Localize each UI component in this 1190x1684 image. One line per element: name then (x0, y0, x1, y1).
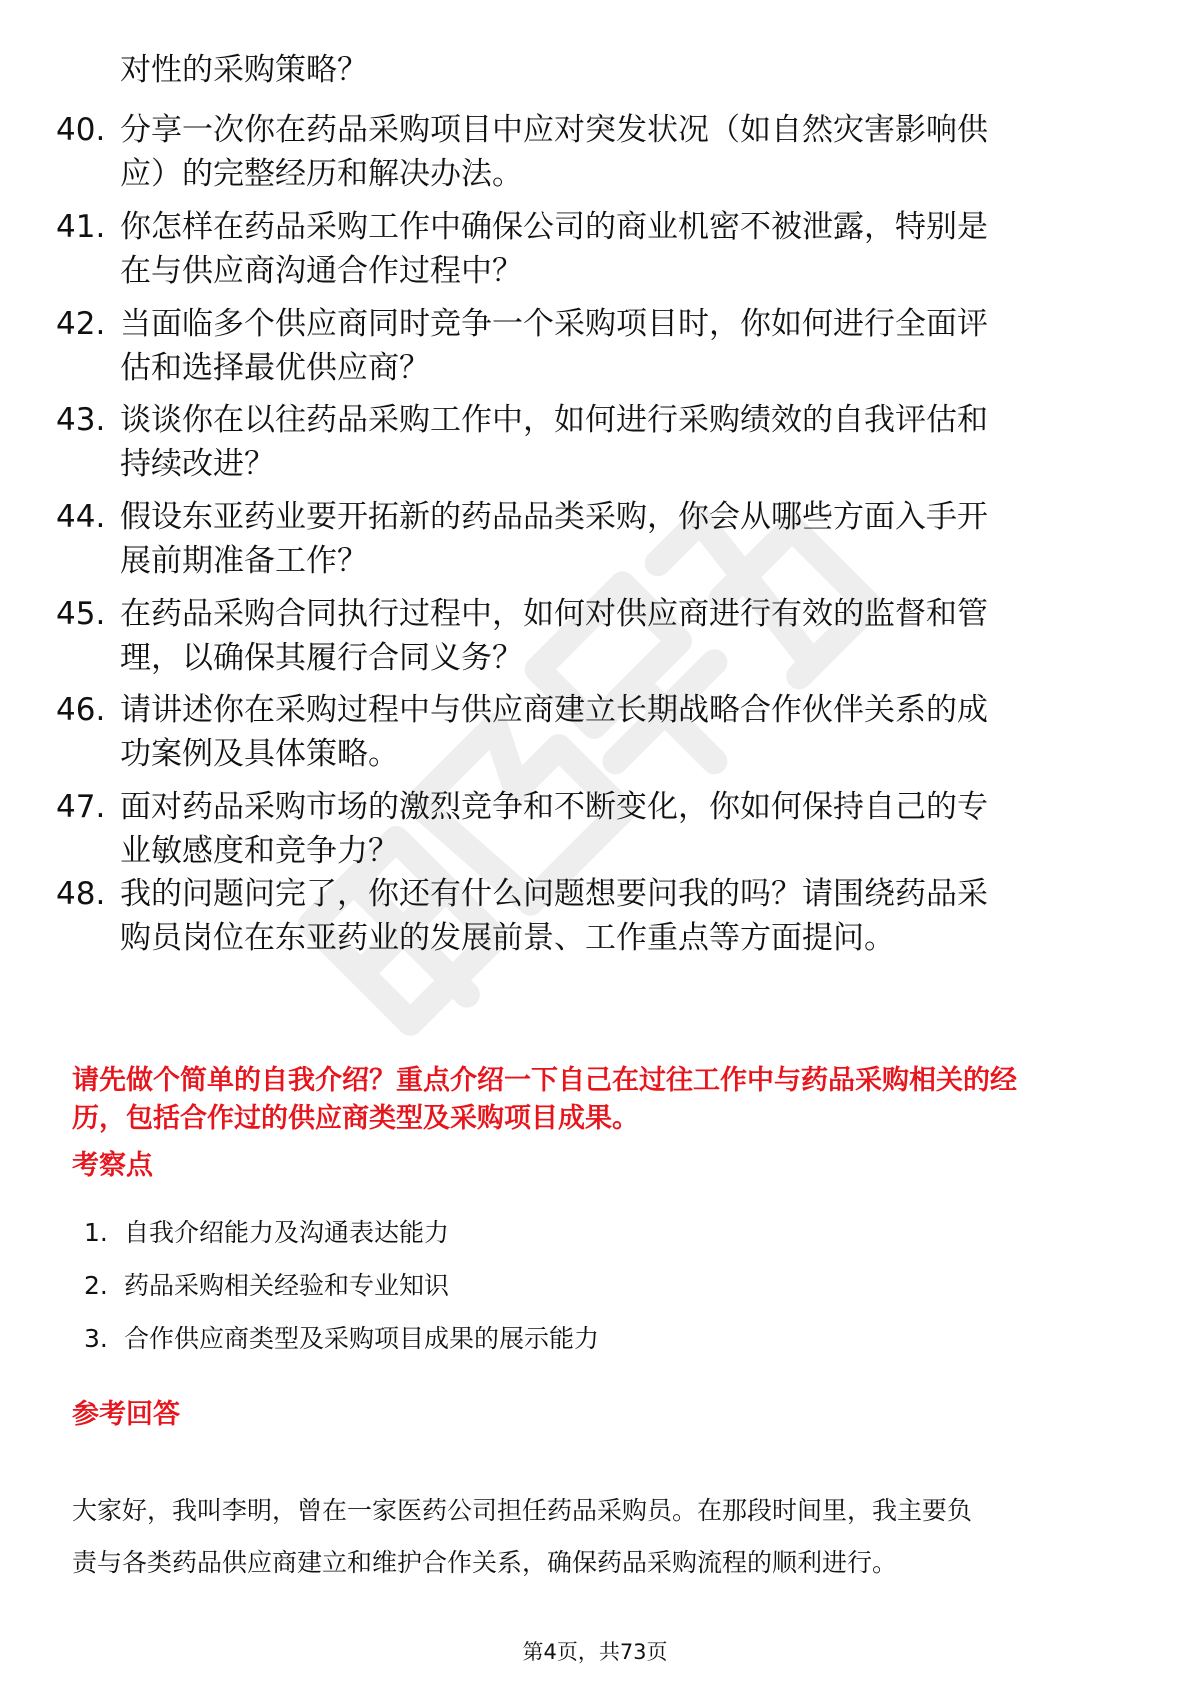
question-text-line2: 展前期准备工作？ (120, 543, 368, 579)
question-43 (56, 398, 1116, 486)
question-text-line1: 谈谈你在以往药品采购工作中，如何进行采购绩效的自我评估和 (120, 402, 988, 438)
evaluation-heading: 考察点 (72, 1150, 153, 1181)
point-text: 药品采购相关经验和专业知识 (124, 1271, 450, 1300)
highlight-question (72, 1062, 1122, 1138)
question-40 (56, 108, 1116, 196)
reference-answer (72, 1485, 1122, 1589)
question-number: 45. (56, 596, 106, 632)
highlight-question-line1: 请先做个简单的自我介绍？重点介绍一下自己在过往工作中与药品采购相关的经 (72, 1065, 1017, 1096)
question-text-line1: 我的问题问完了，你还有什么问题想要问我的吗？请围绕药品采 (120, 876, 988, 912)
question-number: 48. (56, 876, 106, 912)
question-42 (56, 302, 1116, 390)
reference-answer-line2: 责与各类药品供应商建立和维护合作关系，确保药品采购流程的顺利进行。 (72, 1548, 898, 1577)
question-text-line2: 在与供应商沟通合作过程中？ (120, 253, 523, 289)
reference-answer-line1: 大家好，我叫李明，曾在一家医药公司担任药品采购员。在那段时间里，我主要负 (72, 1496, 973, 1525)
question-number: 43. (56, 402, 106, 438)
question-44 (56, 495, 1116, 583)
point-number: 2. (84, 1271, 108, 1300)
question-number: 40. (56, 112, 106, 148)
question-45 (56, 592, 1116, 680)
question-number: 47. (56, 789, 106, 825)
question-46 (56, 688, 1116, 776)
question-47 (56, 785, 1116, 873)
question-text-line1: 面对药品采购市场的激烈竞争和不断变化，你如何保持自己的专 (120, 789, 988, 825)
question-number: 42. (56, 306, 106, 342)
highlight-question-line2: 历，包括合作过的供应商类型及采购项目成果。 (72, 1103, 639, 1134)
question-text-line1: 你怎样在药品采购工作中确保公司的商业机密不被泄露，特别是 (120, 209, 988, 245)
question-number: 41. (56, 209, 106, 245)
question-text-line2: 购员岗位在东亚药业的发展前景、工作重点等方面提问。 (120, 920, 895, 956)
question-text-line1: 假设东亚药业要开拓新的药品品类采购，你会从哪些方面入手开 (120, 499, 988, 535)
question-continuation-text: 对性的采购策略？ (120, 52, 368, 88)
question-41 (56, 205, 1116, 293)
question-text-line1: 当面临多个供应商同时竞争一个采购项目时，你如何进行全面评 (120, 306, 988, 342)
page-footer: 第4页，共73页 (522, 1640, 668, 1664)
question-text-line2: 功案例及具体策略。 (120, 736, 399, 772)
point-text: 合作供应商类型及采购项目成果的展示能力 (124, 1324, 600, 1353)
point-text: 自我介绍能力及沟通表达能力 (124, 1218, 450, 1247)
point-number: 3. (84, 1324, 108, 1353)
evaluation-point (84, 1319, 599, 1355)
question-text-line1: 在药品采购合同执行过程中，如何对供应商进行有效的监督和管 (120, 596, 988, 632)
question-48 (56, 872, 1116, 960)
reference-heading: 参考回答 (72, 1399, 180, 1430)
question-text-line2: 应）的完整经历和解决办法。 (120, 156, 523, 192)
evaluation-point (84, 1266, 449, 1302)
question-number: 44. (56, 499, 106, 535)
question-text-line1: 请讲述你在采购过程中与供应商建立长期战略合作伙伴关系的成 (120, 692, 988, 728)
point-number: 1. (84, 1218, 108, 1247)
question-number: 46. (56, 692, 106, 728)
question-text-line2: 业敏感度和竞争力？ (120, 833, 399, 869)
question-text-line2: 理，以确保其履行合同义务？ (120, 640, 523, 676)
question-text-line1: 分享一次你在药品采购项目中应对突发状况（如自然灾害影响供 (120, 112, 988, 148)
question-continuation (56, 48, 1116, 92)
question-text-line2: 持续改进？ (120, 446, 275, 482)
evaluation-point (84, 1213, 449, 1249)
question-text-line2: 估和选择最优供应商？ (120, 350, 430, 386)
